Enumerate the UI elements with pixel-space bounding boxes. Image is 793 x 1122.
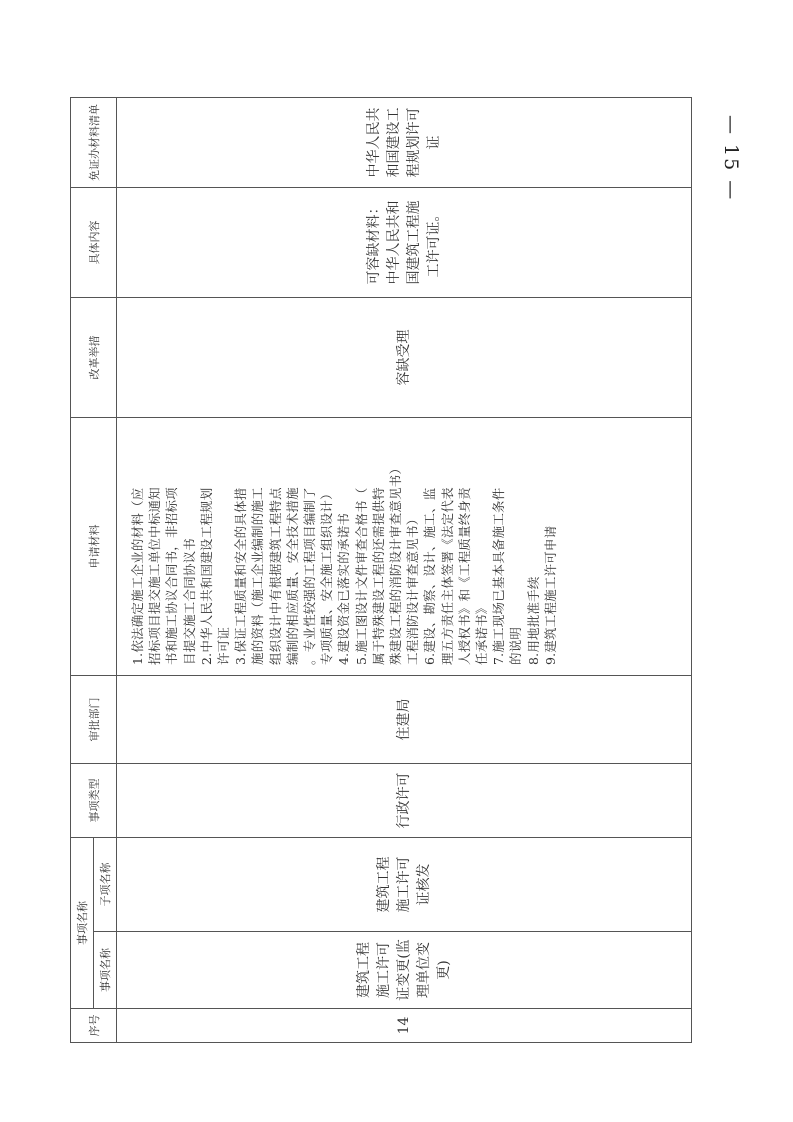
cell-item-name: 建筑工程施工许可证变更(监理单位变更) [117,932,692,1009]
material-line: 工程消防设计审查意见书） [405,512,421,665]
cell-exempt-list: 中华人民共和国建设工程规划许可证 [117,98,692,188]
material-line: 6.建设、勘察、设计、施工、监 [422,487,438,665]
material-line: 招标项目提交施工单位中标通知 [147,487,163,665]
material-line: 目提交施工合同协议书 [181,537,197,665]
cell-sub-item-name: 建筑工程施工许可证核发 [117,838,692,932]
material-line: 的说明 [508,626,524,665]
material-line: 任承诺书》 [474,601,490,665]
header-approval-dept: 审批部门 [71,676,117,764]
material-line: 人授权书》和《工程质量终身责 [456,487,472,665]
material-line: 许可证 [216,626,232,665]
header-reform-measure: 改革举措 [71,298,117,418]
header-sub-item-name: 子项名称 [94,838,117,932]
cell-approval-dept: 住建局 [117,676,692,764]
cell-seq: 14 [117,1009,692,1043]
material-line: 理五方责任主体签署《法定代表 [439,487,455,665]
header-item-type: 事项类型 [71,764,117,838]
material-line: 施的资料（施工企业编制的施工 [250,487,266,665]
material-line: 专项质量、安全施工组织设计） [319,487,335,665]
material-line: 8.用地批准手续 [525,576,541,665]
matters-table [70,97,692,1043]
header-materials: 申请材料 [71,418,117,676]
header-item-name: 事项名称 [94,932,117,1009]
material-line: 9.建筑工程施工许可申请 [542,525,558,665]
material-line: 殊建设工程的消防设计审查意见书） [388,461,404,665]
material-line: 3.保证工程质量和安全的具体措 [233,487,249,665]
material-line: 书和施工协议合同书，非招标项 [164,487,180,665]
header-seq: 序号 [71,1009,117,1043]
header-item-group: 事项名称 [71,838,94,1009]
cell-reform-measure: 容缺受理 [117,298,692,418]
material-line: 组织设计中有根据建筑工程特点 [267,487,283,665]
header-details: 具体内容 [71,188,117,298]
cell-item-type: 行政许可 [117,764,692,838]
material-line: 4.建设资金已落实的承诺书 [336,512,352,665]
material-line: 属于特殊建设工程的还需提供特 [370,487,386,665]
material-line: 1.依法确定施工企业的材料（应 [130,487,145,665]
page-number: — 15 — [720,114,742,202]
header-exempt-list: 免证办材料清单 [71,98,117,188]
material-line: 7.施工现场已基本具备施工条件 [491,487,507,665]
material-line: 2.中华人民共和国建设工程规划 [198,487,214,665]
header-row-1 [71,98,94,1043]
cell-details: 可容缺材料：中华人民共和国建筑工程施工许可证。 [117,188,692,298]
material-line: 。专业性较强的工程项目编制了 [302,487,318,665]
table-rotation-layer [70,98,692,1043]
table-row [117,98,692,1043]
material-line: 编制的相应质量、安全技术措施 [284,487,300,665]
cell-materials [117,418,692,676]
rotated-table-frame [70,98,692,1043]
material-line: 5.施工图设计文件审查合格书（ [353,487,369,665]
